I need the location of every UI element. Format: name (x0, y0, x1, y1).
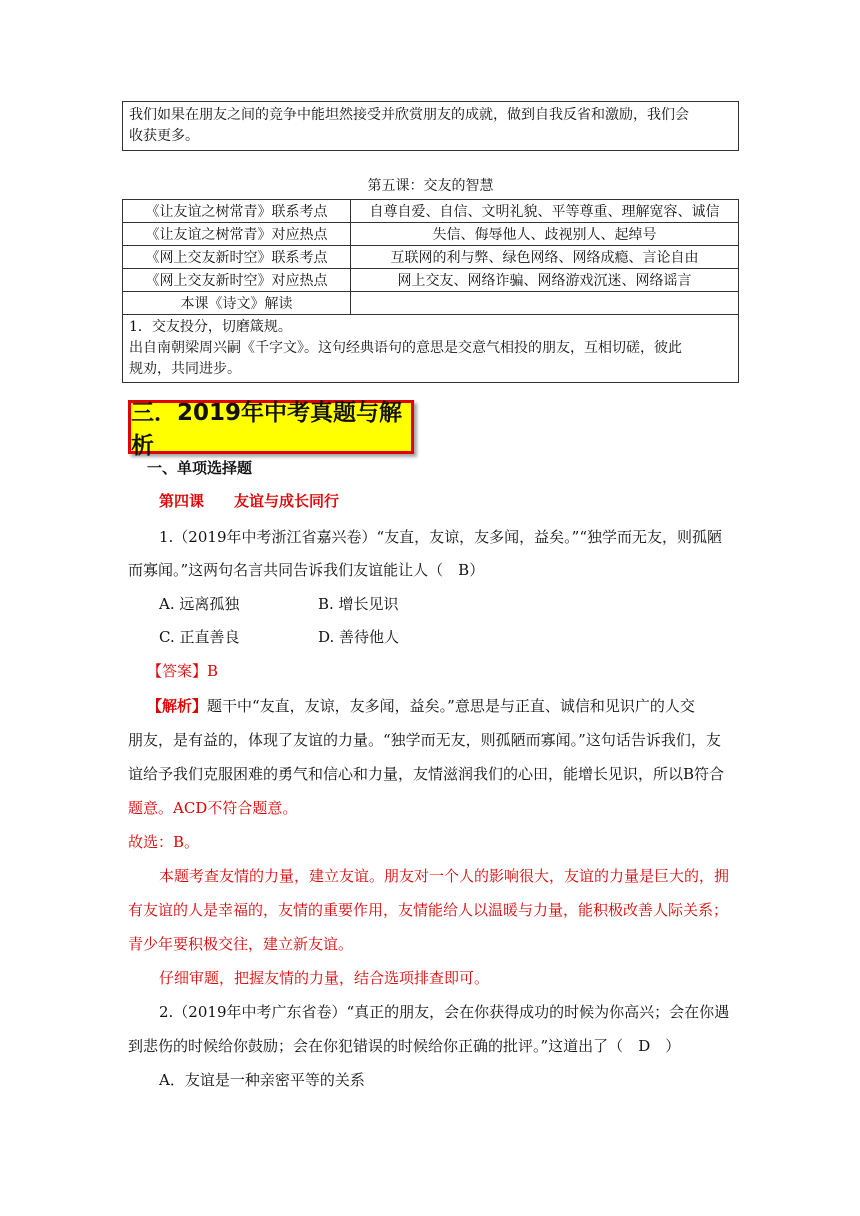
analysis-label: 【解析】 (147, 697, 208, 715)
table-row (123, 200, 739, 223)
poem-line-1: 1．交友投分，切磨箴规。 (129, 319, 292, 335)
lesson-caption: 第五课：交友的智慧 (367, 178, 494, 194)
note-line-2: 有友谊的人是幸福的，友情的重要作用，友情能给人以温暖与力量，能积极改善人际关系； (128, 901, 729, 919)
table-cell-value: 自尊自爱、自信、文明礼貌、平等尊重、理解宽容、诚信 (351, 200, 739, 223)
question-2-line-1: 2.（2019年中考广东省卷）“真正的朋友，会在你获得成功的时候为你高兴；会在你遇 (159, 1003, 730, 1021)
poem-explanation-box (122, 315, 739, 383)
option-c: C. 正直善良 (159, 628, 240, 646)
question-1-bracket-answer: B (458, 561, 470, 579)
question-2-line-2 (128, 1030, 748, 1063)
summary-box (122, 101, 739, 151)
summary-line-1: 我们如果在朋友之间的竞争中能坦然接受并欣赏朋友的成就，做到自我反省和激励，我们会 (129, 107, 689, 123)
question-2-bracket-answer: D (638, 1037, 651, 1055)
subsection-heading: 一、单项选择题 (147, 459, 253, 477)
option-d: D. 善待他人 (318, 628, 400, 646)
table-cell-label: 本课《诗文》解读 (123, 292, 351, 315)
analysis-text-1: 题干中“友直，友谅，友多闻，益矣。”意思是与正直、诚信和见识广的人交 (207, 697, 695, 715)
question-1-stem-end: 而寡闻。”这两句名言共同告诉我们友谊能让人（ (128, 561, 459, 579)
table-row (123, 269, 739, 292)
table-cell-label: 《让友谊之树常青》联系考点 (123, 200, 351, 223)
lesson-heading: 第四课 友谊与成长同行 (159, 492, 340, 510)
analysis-line-2: 朋友，是有益的，体现了友谊的力量。“独学而无友，则孤陋而寡闻。”这句话告诉我们，友 (128, 731, 721, 749)
poem-line-2: 出自南朝梁周兴嗣《千字文》。这句经典语句的意思是交意气相投的朋友，互相切磋，彼此 (129, 340, 682, 356)
question-1-bracket-close: ） (469, 561, 485, 579)
table-row (123, 223, 739, 246)
section-title-banner (128, 400, 414, 459)
option-b: B. 增长见识 (318, 595, 399, 613)
table-row (123, 292, 739, 315)
table-cell-value (351, 292, 739, 315)
analysis-line-4: 题意。ACD不符合题意。 (128, 799, 298, 817)
question-1-line-2 (128, 554, 748, 587)
tip-line: 仔细审题，把握友情的力量，结合选项排查即可。 (159, 969, 490, 987)
question-1-line-1: 1.（2019年中考浙江省嘉兴卷）“友直，友谅，友多闻，益矣。”“独学而无友，则孤陋 (159, 528, 722, 546)
question-2-bracket-close: ） (650, 1037, 681, 1055)
note-line-3: 青少年要积极交往，建立新友谊。 (128, 935, 354, 953)
poem-line-3: 规劝，共同进步。 (129, 361, 241, 377)
table-cell-label: 《网上交友新时空》对应热点 (123, 269, 351, 292)
summary-line-2: 收获更多。 (129, 128, 199, 144)
table-cell-label: 《让友谊之树常青》对应热点 (123, 223, 351, 246)
question-2-option-a: A．友谊是一种亲密平等的关系 (159, 1071, 365, 1089)
choose-line: 故选：B。 (128, 833, 200, 851)
answer-line: 【答案】B (147, 662, 219, 680)
table-cell-value: 网上交友、网络诈骗、网络游戏沉迷、网络谣言 (351, 269, 739, 292)
lesson-table (122, 199, 739, 315)
question-2-stem-end: 到悲伤的时候给你鼓励；会在你犯错误的时候给你正确的批评。”这道出了（ (128, 1037, 639, 1055)
table-row (123, 246, 739, 269)
table-cell-value: 互联网的利与弊、绿色网络、网络成瘾、言论自由 (351, 246, 739, 269)
table-cell-label: 《网上交友新时空》联系考点 (123, 246, 351, 269)
option-a: A. 远离孤独 (159, 595, 240, 613)
table-cell-value: 失信、侮辱他人、歧视别人、起绰号 (351, 223, 739, 246)
analysis-line-1 (147, 690, 767, 723)
note-line-1: 本题考查友情的力量，建立友谊。朋友对一个人的影响很大，友谊的力量是巨大的，拥 (159, 867, 730, 885)
analysis-line-3: 谊给予我们克服困难的勇气和信心和力量，友情滋润我们的心田，能增长见识，所以B符合 (128, 765, 725, 783)
section-title: 三．2019年中考真题与解析 (131, 400, 403, 459)
